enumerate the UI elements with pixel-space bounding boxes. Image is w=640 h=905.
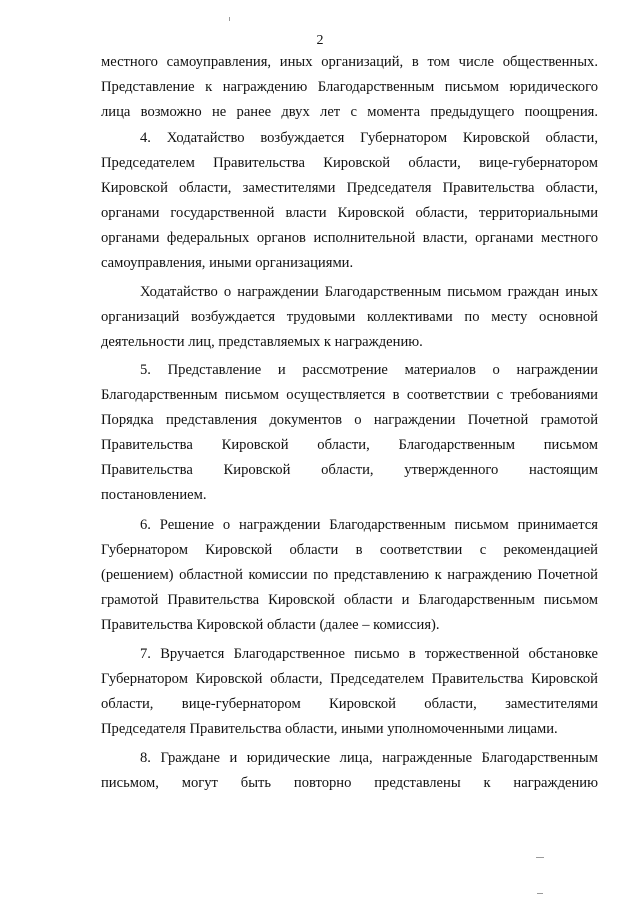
text-line: лица возможно не ранее двух лет с момента предыдущего поощрения. [101,104,598,120]
paragraph-item-6 [101,513,598,638]
text-line: Председателем Правительства Кировской области, вице-губернатором [101,155,598,171]
text-line: 4. Ходатайство возбуждается Губернатором Кировской области, [140,130,598,146]
scan-speck [536,857,544,858]
text-line: грамотой Правительства Кировской области и Благодарственным письмом [101,592,598,608]
text-line: Ходатайство о награждении Благодарственным письмом граждан иных [140,284,598,300]
text-line: органами федеральных органов исполнительной власти, органами местного [101,230,598,246]
document-body [101,50,598,796]
text-line: Правительства Кировской области, Благодарственным письмом [101,437,598,453]
scan-speck [537,893,543,894]
text-line: организаций возбуждается трудовыми коллективами по месту основной [101,309,598,325]
text-line: Правительства Кировской области (далее – комиссия). [101,617,440,633]
paragraph-continuation [101,50,598,125]
text-line: органами государственной власти Кировской области, территориальными [101,205,598,221]
text-line: 8. Граждане и юридические лица, награжденные Благодарственным [140,750,598,766]
paragraph-petition [101,280,598,355]
text-line: Порядка представления документов о награждении Почетной грамотой [101,412,598,428]
paragraph-item-5 [101,358,598,508]
text-line: 6. Решение о награждении Благодарственным письмом принимается [140,517,598,533]
text-line: Губернатором Кировской области, Председателем Правительства Кировской [101,671,598,687]
text-line: Кировской области, заместителями Председателя Правительства области, [101,180,598,196]
text-line: 5. Представление и рассмотрение материалов о награждении [140,362,598,378]
paragraph-item-7 [101,642,598,742]
text-line: Губернатором Кировской области в соответствии с рекомендацией [101,542,598,558]
text-line: 7. Вручается Благодарственное письмо в торжественной обстановке [140,646,598,662]
text-line: Благодарственным письмом осуществляется в соответствии с требованиями [101,387,598,403]
text-line: Представление к награждению Благодарственным письмом юридического [101,79,598,95]
page-number: 2 [316,33,324,48]
text-line: письмом, могут быть повторно представлены к награждению [101,775,598,791]
paragraph-item-8 [101,746,598,796]
text-line: Правительства Кировской области, утвержденного настоящим [101,462,598,478]
text-line: постановлением. [101,487,207,503]
text-line: Председателя Правительства области, иными уполномоченными лицами. [101,721,558,737]
text-line: деятельности лиц, представляемых к награждению. [101,334,423,350]
text-line: самоуправления, иными организациями. [101,255,354,271]
text-line: области, вице-губернатором Кировской области, заместителями [101,696,598,712]
paragraph-item-4 [101,126,598,276]
text-line: местного самоуправления, иных организаций, в том числе общественных. [101,54,598,70]
text-line: (решением) областной комиссии по представлению к награждению Почетной [101,567,598,583]
scan-speck [229,17,230,21]
